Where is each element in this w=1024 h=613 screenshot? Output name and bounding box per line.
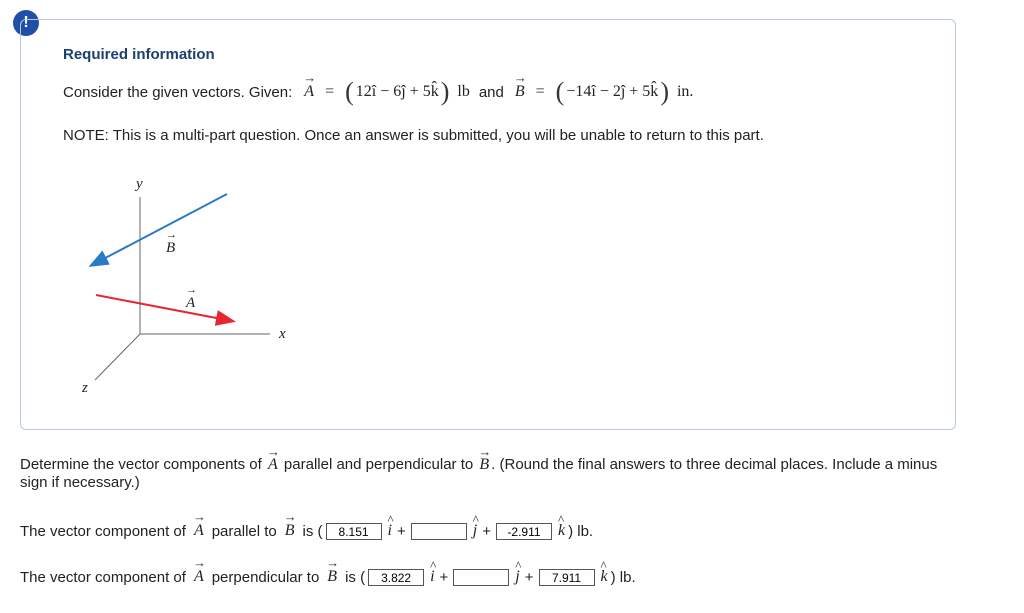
parallel-i-input[interactable]: 8.151 — [326, 523, 382, 540]
vector-b-label: B — [166, 240, 176, 256]
vector-b-label-arrow: → — [166, 229, 177, 241]
perpendicular-component-row: The vector component of → A perpendicular to → B is ( 3.822 ^ i + ^ j + 7.911 ^ k ) lb. — [20, 568, 636, 586]
parallel-vector-a: → A — [194, 522, 204, 540]
parallel-component-row: The vector component of → A parallel to → B is ( 8.151 ^ i + ^ j + -2.911 ^ k ) lb. — [20, 522, 593, 540]
given-prefix: Consider the given vectors. Given: — [63, 83, 293, 101]
perpendicular-j-input[interactable] — [453, 569, 509, 586]
parallel-k-input[interactable]: -2.911 — [496, 523, 552, 540]
vector-b-arrow — [92, 194, 227, 265]
required-information-title: Required information — [63, 46, 215, 63]
vector-a-unit: lb — [457, 83, 470, 100]
i-hat: ^ i — [430, 568, 434, 586]
z-axis — [95, 334, 140, 380]
perpendicular-vector-b: → B — [327, 568, 337, 586]
k-hat: ^ k — [558, 522, 565, 540]
given-vectors-line — [63, 77, 693, 107]
perpendicular-k-input[interactable]: 7.911 — [539, 569, 595, 586]
vector-a-label-arrow: → — [186, 284, 197, 296]
perpendicular-vector-a: → A — [194, 568, 204, 586]
z-axis-label: z — [82, 380, 88, 396]
question-vector-a: → A — [268, 456, 278, 474]
vector-diagram — [60, 155, 300, 405]
vector-b-expression: → B = ( −14î − 2ĵ + 5k̂ ) in. — [513, 77, 694, 107]
parallel-vector-b: → B — [285, 522, 295, 540]
and-word: and — [478, 83, 504, 101]
alert-icon: ! — [13, 10, 39, 36]
vector-a-expression: → A = ( 12î − 6ĵ + 5k̂ ) lb — [302, 77, 470, 107]
vector-b-unit: in. — [676, 83, 694, 100]
y-axis-label: y — [136, 176, 143, 192]
x-axis-label: x — [279, 326, 286, 342]
k-hat: ^ k — [601, 568, 608, 586]
vector-b-symbol: → B — [515, 83, 525, 101]
j-hat: ^ j — [515, 568, 519, 586]
vector-a-value: 12î − 6ĵ + 5k̂ — [355, 83, 439, 100]
vector-b-value: −14î − 2ĵ + 5k̂ — [566, 83, 659, 100]
j-hat: ^ j — [473, 522, 477, 540]
i-hat: ^ i — [388, 522, 392, 540]
perpendicular-i-input[interactable]: 3.822 — [368, 569, 424, 586]
vector-a-label: A — [186, 295, 196, 311]
vector-a-arrow — [96, 295, 232, 321]
question-vector-b: → B — [479, 456, 489, 474]
multi-part-note: NOTE: This is a multi-part question. Once an answer is submitted, you will be unable to return to this part. — [63, 127, 764, 144]
question-text: Determine the vector components of → A parallel and perpendicular to → B . (Round the final answers to three decimal places. Include a minus sign if necessary.) — [20, 456, 960, 492]
parallel-j-input[interactable] — [411, 523, 467, 540]
vector-a-symbol: → A — [304, 83, 314, 101]
